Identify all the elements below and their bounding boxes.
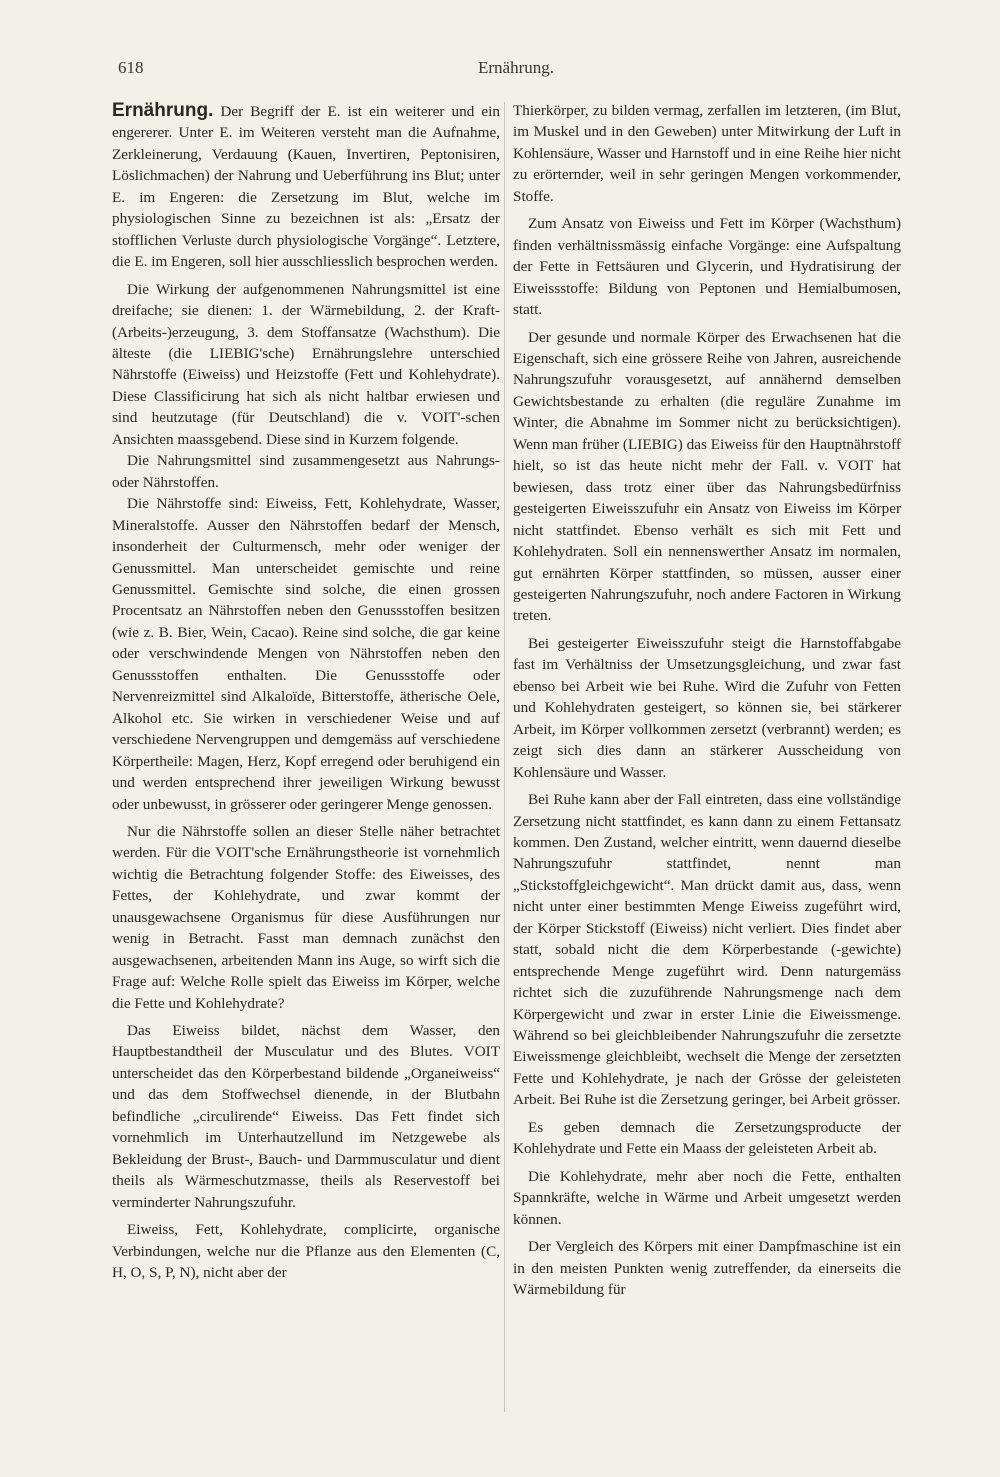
paragraph-1-text: Der Begriff der E. ist ein weiterer und ein engererer. Unter E. im Weiteren versteht man die Aufnahme, Zerkleinerung, Verdauung (Kauen, Invertiren, Peptonisiren, Löslichmachen) der Nahrung und Ueberführung ins Blut; unter E. im Engeren: die Zersetzung im Blut, welche im physiologischen Sinne zu bezeichnen ist als: „Ersatz der stofflichen Verluste durch physiologische Vorgänge“. Letztere, die E. im Engeren, soll hier ausschliesslich besprochen werden. <box>112 103 500 271</box>
paragraph-4: Die Nährstoffe sind: Eiweiss, Fett, Kohlehydrate, Wasser, Mineralstoffe. Ausser den Nährstoffen bedarf der Mensch, insonderheit der Culturmensch, mehr oder weniger der Genussmittel. Man unterscheidet gemischte und reine Genussmittel. Gemischte sind solche, die einen grossen Procentsatz an Nährstoffen neben den Genussstoffen besitzen (wie z. B. Bier, Wein, Cacao). Reine sind solche, die gar keine oder verschwindende Mengen von Nährstoffen neben den Genussstoffen enthalten. Die Genussstoffe oder Nervenreizmittel sind Alkaloïde, Bitterstoffe, ätherische Oele, Alkohol etc. Sie wirken in verschiedener Weise und auf verschiedene Nervengruppen und demgemäss auf verschiedene Körpertheile: Magen, Herz, Kopf erregend oder beruhigend ein und werden entsprechend ihrer jeweiligen Wirkung bewusst oder unbewusst, in grösserer oder geringerer Menge genossen. <box>112 495 500 813</box>
paragraph-3: Die Nahrungsmittel sind zusammengesetzt aus Nahrungs- oder Nährstoffen. <box>112 452 500 491</box>
paragraph-8: Thierkörper, zu bilden vermag, zerfallen im letzteren, (im Blut, im Muskel und in den Geweben) unter Mitwirkung der Luft in Kohlensäure, Wasser und Harnstoff und in eine Reihe hier nicht zu erörternder, weil in sehr geringen Mengen vorkommender, Stoffe. <box>513 102 901 205</box>
page-header <box>118 58 883 82</box>
lemma-heading: Ernährung. <box>112 100 214 121</box>
paragraph-11: Bei gesteigerter Eiweisszufuhr steigt die Harnstoffabgabe fast im Verhältniss der Umsetzungsgleichung, und zwar fast ebenso bei Arbeit wie bei Ruhe. Wird die Zufuhr von Fetten und Kohlehydraten gesteigert, so können sie, bei stärkerer Arbeit, im Körper vollkommen zersetzt (verbrannt) werden; es zeigt sich dies dann an stärkerer Ausscheidung von Kohlensäure und Wasser. <box>513 634 901 781</box>
page-number: 618 <box>118 58 144 77</box>
paragraph-6: Das Eiweiss bildet, nächst dem Wasser, den Hauptbestandtheil der Musculatur und des Blutes. VOIT unterscheidet das den Körperbestand bildende „Organeiweiss“ und das dem Stoffwechsel dienende, in der Blutbahn befindliche „circulirende“ Eiweiss. Das Fett findet sich vornehmlich im Unterhautzellund im Netzgewebe als Bekleidung der Brust-, Bauch- und Darmmusculatur und dient theils als Wärmeschutzmasse, theils als Reservestoff bei verminderter Nahrungszufuhr. <box>112 1022 500 1211</box>
right-column <box>513 100 901 1430</box>
running-head: Ernährung. <box>478 58 555 77</box>
paragraph-12: Bei Ruhe kann aber der Fall eintreten, dass eine vollständige Zersetzung nicht stattfindet, es kann dann zu einem Fettansatz kommen. Den Zustand, welcher eintritt, wenn dauernd dieselbe Nahrungszufuhr stattfindet, nennt man „Stickstoffgleichgewicht“. Man drückt damit aus, dass, wenn nicht unter einer bestimmten Menge Eiweiss zugeführt wird, der Körper Stickstoff (Eiweiss) nicht verliert. Dies findet aber statt, sobald nicht die dem Körperbestande (-gewichte) entsprechende Menge zugeführt wird. Denn naturgemäss richtet sich die zuzuführende Nahrungsmenge nach dem Körpergewicht und zwar in erster Linie die Eiweissmenge. Während so bei gleichbleibender Nahrungszufuhr die zersetzte Eiweissmenge gleichbleibt, wechselt die Menge der zersetzten Fette und Kohlehydrate, je nach der Grösse der geleisteten Arbeit. Bei Ruhe ist die Zersetzung geringer, bei Arbeit grösser. <box>513 791 901 1109</box>
paragraph-10: Der gesunde und normale Körper des Erwachsenen hat die Eigenschaft, sich eine grössere Reihe von Jahren, ausreichende Nahrungszufuhr vorausgesetzt, auf annähernd demselben Gewichtsbestande zu erhalten (die reguläre Zunahme im Winter, die Abnahme im Sommer nicht zu berücksichtigen). Wenn man früher (LIEBIG) das Eiweiss für den Hauptnährstoff hielt, so ist das heute nicht mehr der Fall. v. VOIT hat bewiesen, dass trotz einer über das Nahrungsbedürfniss gesteigerten Eiweisszufuhr ein Ansatz von Eiweiss im Körper nicht stattfindet. Ebenso verhält es sich mit Fett und Kohlehydraten. Soll ein nennenswerther Ansatz im normalen, gut ernährten Körper stattfinden, so müssen, ausser einer gesteigerten Nahrungszufuhr, noch andere Factoren in Wirkung treten. <box>513 328 901 625</box>
paragraph-15: Der Vergleich des Körpers mit einer Dampfmaschine ist ein in den meisten Punkten wenig zutreffender, da einerseits die Wärmebildung für <box>513 1238 901 1299</box>
paragraph-7: Eiweiss, Fett, Kohlehydrate, complicirte, organische Verbindungen, welche nur die Pflanze aus den Elementen (C, H, O, S, P, N), nicht aber der <box>112 1221 500 1282</box>
paragraph-9: Zum Ansatz von Eiweiss und Fett im Körper (Wachsthum) finden verhältnissmässig einfache Vorgänge: eine Aufspaltung der Fette in Fettsäuren und Glycerin, und Hydratisirung der Eiweissstoffe: Bildung von Peptonen und Hemialbumosen, statt. <box>513 215 901 319</box>
paragraph-13: Es geben demnach die Zersetzungsproducte der Kohlehydrate und Fette ein Maass der geleisteten Arbeit ab. <box>513 1118 901 1158</box>
left-column <box>112 100 500 1430</box>
paragraph-5: Nur die Nährstoffe sollen an dieser Stelle näher betrachtet werden. Für die VOIT'sche Ernährungstheorie ist vornehmlich wichtig die Betrachtung folgender Stoffe: des Eiweisses, des Fettes, der Kohlehydrate, und zwar kommt der unausgewachsene Organismus für diese Ausführungen nur wenig in Betracht. Fasst man demnach zunächst den ausgewachsenen, arbeitenden Mann ins Auge, so wirft sich die Frage auf: Welche Rolle spielt das Eiweiss im Körper, welche die Fette und Kohlehydrate? <box>112 822 500 1012</box>
column-divider <box>504 102 505 1412</box>
paragraph-14: Die Kohlehydrate, mehr aber noch die Fette, enthalten Spannkräfte, welche in Wärme und Arbeit umgesetzt werden können. <box>513 1167 901 1228</box>
paragraph-1 <box>112 100 500 273</box>
paragraph-2: Die Wirkung der aufgenommenen Nahrungsmittel ist eine dreifache; sie dienen: 1. der Wärmebildung, 2. der Kraft-(Arbeits-)erzeugung, 3. dem Stoffansatze (Wachsthum). Die älteste (die LIEBIG'sche) Ernährungslehre unterschied Nährstoffe (Eiweiss) und Heizstoffe (Fett und Kohlehydrate). Diese Classificirung hat sich als nicht haltbar erwiesen und sind heutzutage (für Deutschland) die v. VOIT'-schen Ansichten maassgebend. Diese sind in Kurzem folgende. <box>112 280 500 448</box>
